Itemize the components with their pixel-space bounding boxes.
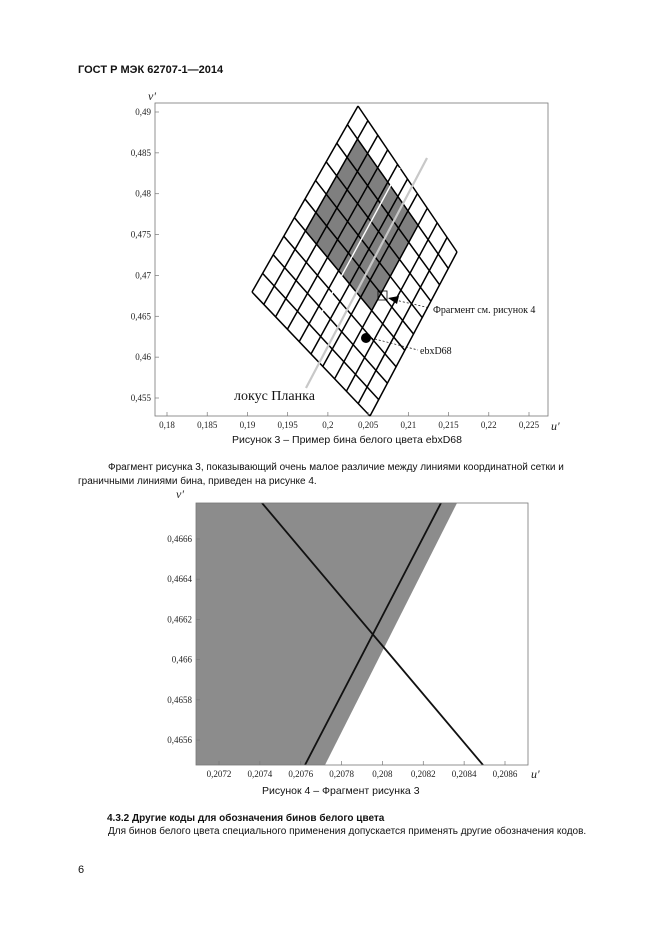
fig3-y-tick-label: 0,49 — [135, 107, 151, 117]
fig3-y-tick-label: 0,47 — [135, 270, 151, 281]
fig3-y-tick-label: 0,485 — [130, 147, 151, 158]
fig3-x-tick-label: 0,205 — [357, 420, 379, 430]
fig3-y-tick-label: 0,46 — [135, 352, 151, 363]
fig4-x-tick-label: 0,2082 — [410, 769, 436, 779]
fig3-x-axis-label: u' — [551, 419, 560, 433]
fig4-y-tick-label: 0,4666 — [167, 534, 192, 544]
fig4-x-tick-label: 0,208 — [372, 769, 393, 779]
fig3-y-tick-label: 0,465 — [130, 311, 151, 322]
section-text: Для бинов белого цвета специального применения допускается применять другие обозначения кодов. — [108, 826, 587, 837]
fig3-x-tick-label: 0,22 — [480, 420, 497, 430]
fig4-x-tick-label: 0,2076 — [288, 769, 314, 779]
fig4-x-tick-label: 0,2084 — [451, 769, 477, 779]
fig4-x-tick-label: 0,2072 — [206, 769, 232, 779]
fig3-y-tick-label: 0,475 — [130, 229, 151, 240]
fig3-y-tick-label: 0,455 — [130, 393, 151, 403]
fig3-x-tick-label: 0,2 — [322, 420, 334, 430]
page-header: ГОСТ Р МЭК 62707-1—2014 — [78, 64, 224, 76]
fig3-fragment-annotation: Фрагмент см. рисунок 4 — [433, 305, 536, 316]
fig3-y-axis-label: v' — [148, 89, 156, 103]
fig4-y-tick-label: 0,4658 — [167, 694, 192, 705]
fig3-y-tick-label: 0,48 — [135, 188, 151, 199]
fig3-x-tick-label: 0,21 — [400, 420, 417, 430]
fig3-locus-label: локус Планка — [234, 389, 315, 404]
figure-3-caption: Рисунок 3 – Пример бина белого цвета ebxD68 — [232, 434, 462, 446]
fig4-x-tick-label: 0,2078 — [329, 769, 354, 779]
fig3-x-tick-label: 0,215 — [438, 420, 459, 430]
fig4-bin-region — [196, 503, 457, 765]
fig3-x-tick-label: 0,185 — [197, 420, 218, 430]
fig3-point-annotation: ebxD68 — [420, 346, 452, 357]
fig4-y-tick-label: 0,4664 — [167, 574, 192, 585]
fig3-x-tick-label: 0,225 — [518, 420, 540, 430]
page-number: 6 — [78, 864, 85, 876]
fig4-y-axis-label: v' — [176, 487, 184, 501]
figure-4-caption: Рисунок 4 – Фрагмент рисунка 3 — [262, 785, 420, 797]
fig3-x-tick-label: 0,195 — [277, 420, 298, 430]
fig4-y-tick-label: 0,466 — [171, 654, 192, 665]
fig4-x-axis-label: u' — [531, 767, 540, 781]
fig3-x-tick-label: 0,18 — [159, 420, 175, 430]
fig4-x-tick-label: 0,2074 — [247, 769, 273, 779]
section-title: 4.3.2 Другие коды для обозначения бинов белого цвета — [107, 813, 385, 824]
fig4-x-tick-label: 0,2086 — [492, 769, 518, 779]
fig4-y-tick-label: 0,4662 — [167, 614, 192, 625]
fig4-y-tick-label: 0,4656 — [167, 735, 192, 745]
fig3-x-tick-label: 0,19 — [239, 420, 256, 430]
paragraph-figure-4-intro: Фрагмент рисунка 3, показывающий очень малое различие между линиями координатной сетки и граничными линиями бина, приведен на рисунке 4. — [78, 462, 564, 487]
